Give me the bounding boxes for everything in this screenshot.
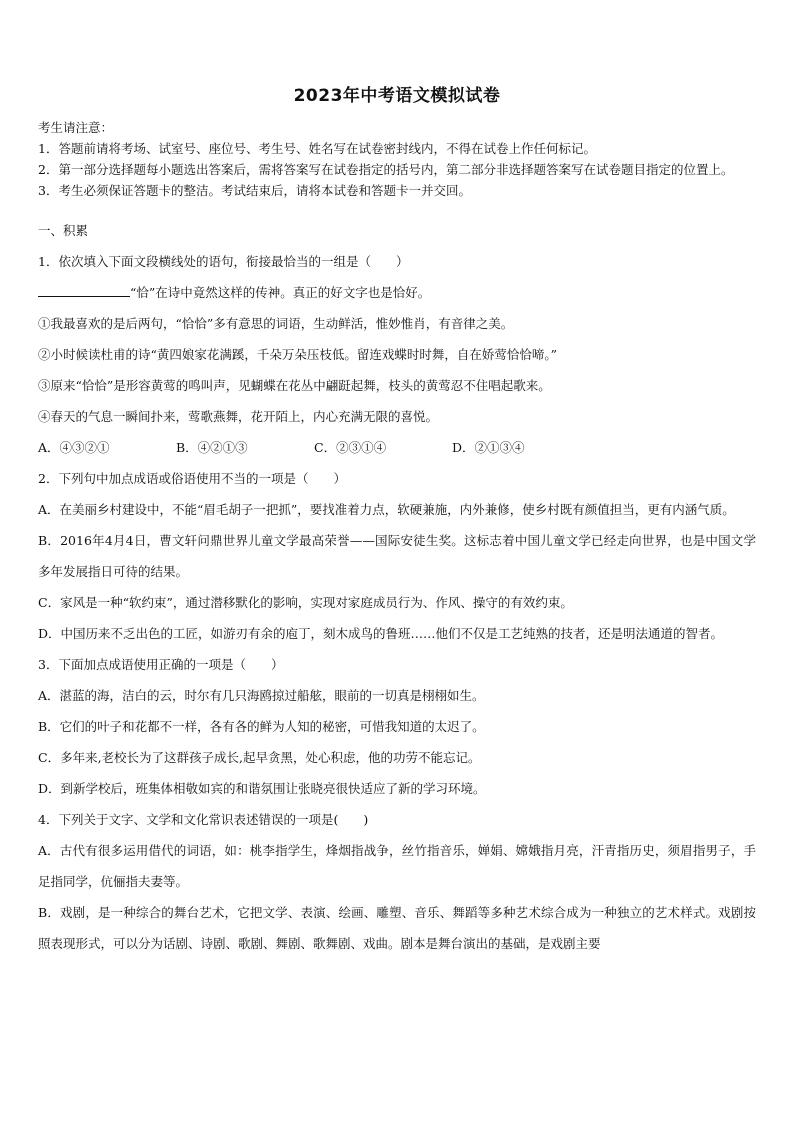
question-2-stem: 2．下列句中加点成语或俗语使用不当的一项是（ ） (38, 471, 346, 486)
notice-item: 2．第一部分选择题每小题选出答案后，需将答案写在试卷指定的括号内，第二部分非选择题答案写在试卷题目指定的位置上。 (38, 162, 734, 177)
passage-text: “恰”在诗中竟然这样的传神。真正的好文字也是恰好。 (130, 285, 431, 300)
question-1-sentence: ①我最喜欢的是后两句，“恰恰”多有意思的词语，生动鲜活，惟妙惟肖，有音律之美。 (38, 316, 514, 331)
notice-heading: 考生请注意： (38, 120, 114, 135)
option-b: B．④②①③ (176, 440, 248, 455)
question-4-stem: 4．下列关于文字、文学和文化常识表述错误的一项是( ) (38, 812, 369, 827)
option-d: D．②①③④ (452, 440, 525, 455)
question-4-option-a: A．古代有很多运用借代的词语，如：桃李指学生，烽烟指战争，丝竹指音乐，婵娟、嫦娥指月亮，汗青指历史，须眉指男子，手足指同学，伉俪指夫妻等。 (38, 843, 756, 889)
notice-item: 3．考生必须保证答题卡的整洁。考试结束后，请将本试卷和答题卡一并交回。 (38, 183, 471, 198)
question-2-option-c: C．家风是一种“软约束”，通过潜移默化的影响，实现对家庭成员行为、作风、操守的有效约束。 (38, 595, 573, 610)
question-3-option-d: D．到新学校后，班集体相敬如宾的和谐氛围让张晓亮很快适应了新的学习环境。 (38, 781, 486, 796)
option-a: A．④③②① (38, 440, 110, 455)
question-1-options (38, 432, 756, 463)
question-1-sentence: ③原来“恰恰”是形容黄莺的鸣叫声，见蝴蝶在花丛中翩跹起舞，枝头的黄莺忍不住唱起歌来。 (38, 378, 551, 393)
notice-block (38, 117, 756, 201)
question-3-stem: 3．下面加点成语使用正确的一项是（ ） (38, 657, 284, 672)
question-3-option-b: B．它们的叶子和花都不一样，各有各的鲜为人知的秘密，可惜我知道的太迟了。 (38, 719, 485, 734)
question-4-option-b: B．戏剧，是一种综合的舞台艺术，它把文学、表演、绘画、雕塑、音乐、舞蹈等多种艺术综合成为一种独立的艺术样式。戏剧按照表现形式，可以分为话剧、诗剧、歌剧、舞剧、歌舞剧、戏曲。剧本是舞台演出的基础，是戏剧主要 (38, 905, 756, 951)
answer-blank (38, 284, 130, 297)
question-3-option-a: A．湛蓝的海，洁白的云，时尔有几只海鸥掠过船舷，眼前的一切真是栩栩如生。 (38, 688, 485, 703)
notice-item: 1．答题前请将考场、试室号、座位号、考生号、姓名写在试卷密封线内，不得在试卷上作任何标记。 (38, 141, 596, 156)
question-1-sentence: ④春天的气息一瞬间扑来，莺歌燕舞，花开陌上，内心充满无限的喜悦。 (38, 409, 439, 424)
section-heading: 一、积累 (38, 223, 89, 238)
question-1-passage (38, 277, 756, 308)
question-3-option-c: C．多年来,老校长为了这群孩子成长,起早贪黑，处心积虑，他的功劳不能忘记。 (38, 750, 481, 765)
question-2-option-b: B．2016年4月4日，曹文轩问鼎世界儿童文学最高荣誉——国际安徒生奖。这标志着中国儿童文学已经走向世界，也是中国文学多年发展指日可待的结果。 (38, 533, 756, 579)
question-1-stem: 1．依次填入下面文段横线处的语句，衔接最恰当的一组是（ ） (38, 254, 409, 269)
questions-block (38, 215, 756, 959)
question-2-option-d: D．中国历来不乏出色的工匠，如游刃有余的庖丁，刻木成鸟的鲁班……他们不仅是工艺纯熟的技者，还是明法通道的智者。 (38, 626, 724, 641)
option-c: C．②③①④ (314, 440, 387, 455)
question-1-sentence: ②小时候读杜甫的诗“黄四娘家花满蹊，千朵万朵压枝低。留连戏蝶时时舞，自在娇莺恰恰啼。” (38, 347, 558, 362)
page-title: 2023年中考语文模拟试卷 (293, 86, 501, 106)
question-2-option-a: A．在美丽乡村建设中，不能“眉毛胡子一把抓”，要找准着力点，软硬兼施，内外兼修，使乡村既有颜值担当，更有内涵气质。 (38, 502, 735, 517)
